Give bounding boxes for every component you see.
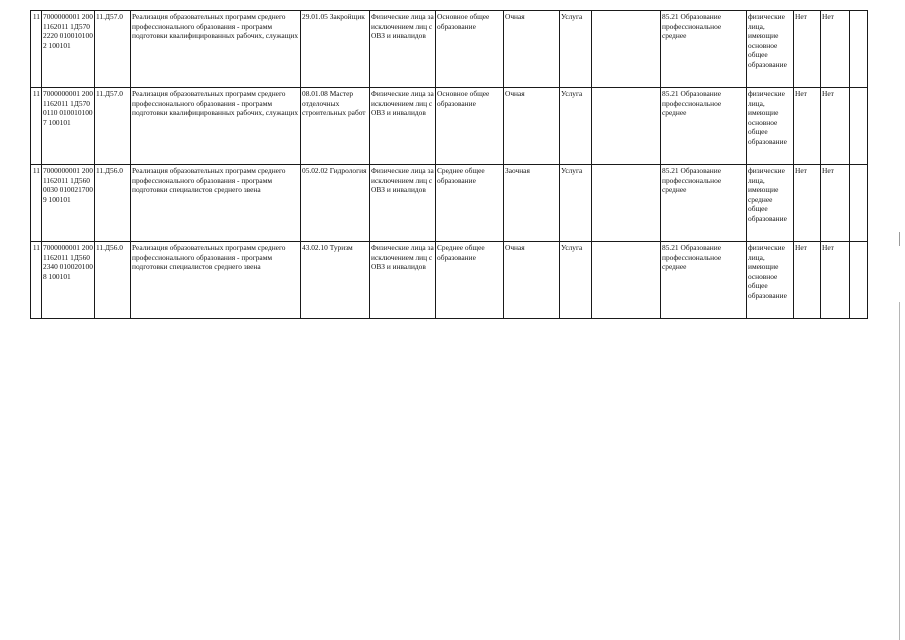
cell-profession: 08.01.08 Мастер отделочных строительных работ [301,88,370,165]
cell-recipient-category: физические лица, имеющие основное общее образование [747,11,794,88]
cell-education-level: Среднее общее образование [436,165,504,242]
cell-service-name: Реализация образовательных программ среднего профессионального образования - программ подготовки специалистов среднего звена [131,242,301,319]
cell-service-code: 11.Д56.0 [95,165,131,242]
cell-service-type: Услуга [560,242,592,319]
cell-okved: 85.21 Образование профессиональное среднее [661,11,747,88]
services-registry-table [30,10,868,319]
cell-service-code: 11.Д57.0 [95,88,131,165]
scan-edge-mark [899,302,900,640]
cell-study-form: Очная [504,88,560,165]
scan-edge-mark [899,232,900,246]
cell-registry-code: 7000000001 2001162011 1Д5702220 0100101002 100101 [42,11,95,88]
cell-flag-1: Нет [794,242,821,319]
table-row [31,242,868,319]
cell-row-number: 11 [31,242,42,319]
cell-profession: 05.02.02 Гидрология [301,165,370,242]
cell-flag-2: Нет [821,242,850,319]
cell-education-level: Основное общее образование [436,88,504,165]
cell-service-name: Реализация образовательных программ среднего профессионального образования - программ подготовки квалифицированных рабочих, служащих [131,88,301,165]
cell-empty [850,88,868,165]
cell-service-code: 11.Д57.0 [95,11,131,88]
cell-empty [592,165,661,242]
cell-service-name: Реализация образовательных программ среднего профессионального образования - программ подготовки квалифицированных рабочих, служащих [131,11,301,88]
cell-education-level: Среднее общее образование [436,242,504,319]
cell-flag-2: Нет [821,11,850,88]
cell-registry-code: 7000000001 2001162011 1Д5600030 0100217009 100101 [42,165,95,242]
cell-registry-code: 7000000001 2001162011 1Д5700110 0100101007 100101 [42,88,95,165]
cell-row-number: 11 [31,88,42,165]
cell-service-type: Услуга [560,88,592,165]
cell-row-number: 11 [31,165,42,242]
cell-consumer-category: Физические лица за исключением лиц с ОВЗ и инвалидов [370,11,436,88]
cell-empty [850,11,868,88]
cell-service-type: Услуга [560,11,592,88]
cell-flag-1: Нет [794,11,821,88]
cell-flag-2: Нет [821,165,850,242]
cell-study-form: Заочная [504,165,560,242]
cell-service-type: Услуга [560,165,592,242]
cell-consumer-category: Физические лица за исключением лиц с ОВЗ и инвалидов [370,165,436,242]
cell-registry-code: 7000000001 2001162011 1Д5602340 0100201008 100101 [42,242,95,319]
cell-empty [592,11,661,88]
cell-profession: 43.02.10 Туризм [301,242,370,319]
cell-okved: 85.21 Образование профессиональное среднее [661,242,747,319]
cell-profession: 29.01.05 Закройщик [301,11,370,88]
cell-okved: 85.21 Образование профессиональное среднее [661,165,747,242]
cell-education-level: Основное общее образование [436,11,504,88]
cell-flag-1: Нет [794,88,821,165]
cell-row-number: 11 [31,11,42,88]
cell-service-code: 11.Д56.0 [95,242,131,319]
cell-flag-2: Нет [821,88,850,165]
cell-consumer-category: Физические лица за исключением лиц с ОВЗ и инвалидов [370,88,436,165]
table-row [31,88,868,165]
cell-service-name: Реализация образовательных программ среднего профессионального образования - программ подготовки специалистов среднего звена [131,165,301,242]
table-row [31,165,868,242]
table-body [31,11,868,319]
cell-recipient-category: физические лица, имеющие среднее общее образование [747,165,794,242]
cell-consumer-category: Физические лица за исключением лиц с ОВЗ и инвалидов [370,242,436,319]
cell-okved: 85.21 Образование профессиональное среднее [661,88,747,165]
cell-empty [592,88,661,165]
cell-study-form: Очная [504,11,560,88]
cell-recipient-category: физические лица, имеющие основное общее образование [747,242,794,319]
cell-study-form: Очная [504,242,560,319]
cell-empty [850,165,868,242]
cell-recipient-category: физические лица, имеющие основное общее образование [747,88,794,165]
cell-flag-1: Нет [794,165,821,242]
cell-empty [850,242,868,319]
table-row [31,11,868,88]
cell-empty [592,242,661,319]
